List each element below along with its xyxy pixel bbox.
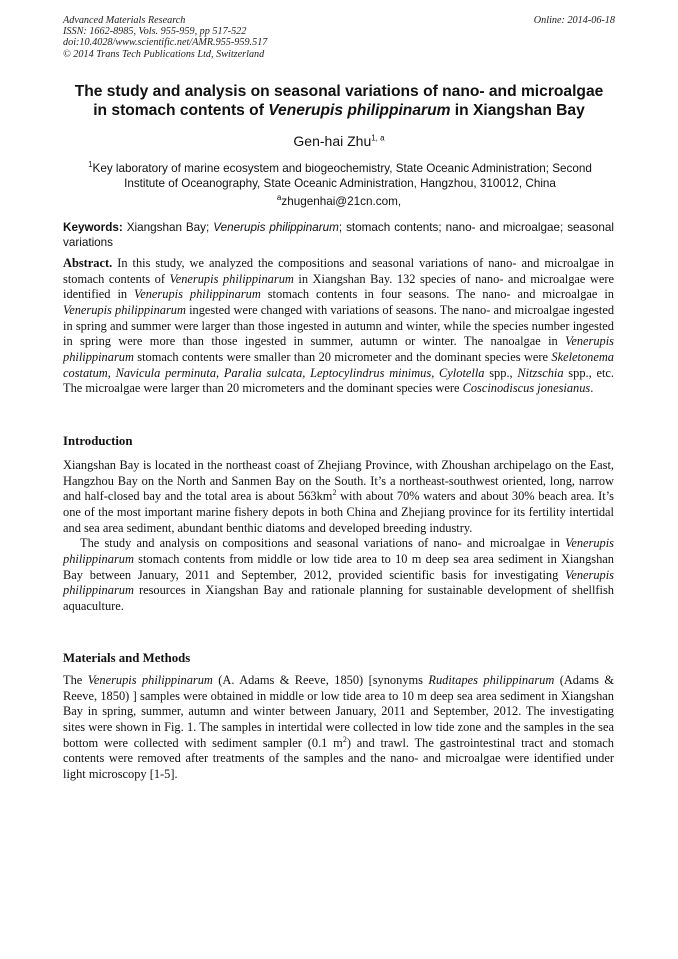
abstract-text: In this study, we analyzed the compositions and seasonal variations of nano- and microalgae in stomach contents of	[63, 256, 614, 286]
keywords-species: Venerupis philippinarum	[213, 221, 339, 234]
species-name: Ruditapes philippinarum	[428, 673, 555, 687]
species-name: Skeletonema costatum, Navicula perminuta, Paralia sulcata, Leptocylindrus minimus, Cylotella	[63, 349, 614, 380]
email-address[interactable]: zhugenhai@21cn.com,	[281, 194, 402, 208]
doi-line: doi:10.4028/www.scientific.net/AMR.955-959.517	[63, 37, 268, 49]
species-name: Venerupis philippinarum	[63, 567, 614, 598]
species-name: Venerupis philippinarum	[63, 302, 186, 317]
keywords	[63, 221, 614, 250]
methods-heading: Materials and Methods	[63, 651, 191, 665]
superscript: 2	[332, 488, 337, 498]
species-name: Venerupis philippinarum	[63, 536, 614, 566]
journal-header	[63, 15, 615, 60]
introduction-body	[63, 458, 614, 615]
online-date: Online: 2014-06-18	[533, 15, 615, 26]
author-marks: 1, a	[371, 133, 385, 143]
abstract-text: spp., etc. The microalgae were larger than 20 micrometers and the dominant species were	[63, 365, 614, 396]
methods-text: The	[63, 673, 88, 687]
intro-paragraph-2	[63, 536, 614, 614]
abstract-text: in Xiangshan Bay. 132 species of nano- and microalgae were identified in	[63, 271, 615, 302]
abstract-text: .	[590, 381, 594, 396]
species-name: Venerupis philippinarum	[134, 287, 261, 302]
species-name: Venerupis philippinarum	[87, 673, 213, 687]
methods-text: (Adams & Reeve, 1850) ] samples were obtained in middle or low tide area to 10 m deep sea area sediment in Xiangshan Bay in spring, summer, autumn and winter between January, 2011 and September, 2012. The investigating sites were shown in Fig. 1. The samples in intertidal were collected in low tide zone and the samples in the sea bottom were collected with sediment sampler (0.1 m	[63, 673, 615, 750]
abstract-label: Abstract.	[63, 256, 113, 270]
affiliation-mark: 1	[88, 160, 93, 169]
methods-body	[63, 673, 614, 783]
author-line	[0, 133, 678, 149]
title-species: Venerupis philippinarum	[268, 102, 451, 119]
intro-paragraph-1	[63, 458, 614, 536]
species-name: Nitzschia	[517, 365, 564, 380]
species-name: Venerupis philippinarum	[169, 271, 294, 286]
methods-text: ) and trawl. The gastrointestinal tract and stomach contents were removed after treatments of the samples and the nano- and microalgae were identified under light microscopy [1-5].	[63, 735, 614, 781]
species-name: Coscinodiscus jonesianus	[462, 381, 591, 396]
intro-text: with about 70% waters and about 30% beach area. It’s one of the most important marine fishery depots in both China and Zhejiang province for its fertility intertidal and sea area sediment, abundant benthic diatoms and developed breeding industry.	[63, 489, 614, 535]
species-name: Venerupis philippinarum	[63, 334, 614, 364]
methods-text: (A. Adams & Reeve, 1850) [synonyms	[212, 673, 429, 687]
keywords-text-2: ; stomach contents; nano- and microalgae; seasonal variations	[63, 221, 614, 249]
email-mark: a	[276, 193, 282, 202]
abstract-text: ingested were changed with variations of seasons. The nano- and microalgae ingested in spring and summer were larger than those ingested in autumn and winter, while the species number ingested in spring were more than those ingested in summer, autumn or winter. The nanoalgae in	[63, 302, 615, 349]
affiliation-text: Key laboratory of marine ecosystem and biogeochemistry, State Oceanic Administration; Second Institute of Oceanography, State Oceanic Administration, Hangzhou, 310012, China	[92, 161, 592, 191]
intro-text: resources in Xiangshan Bay and rationale planning for sustainable development of shellfish aquaculture.	[63, 583, 614, 613]
intro-text: stomach contents from middle or low tide area to 10 m deep sea area sediment in Xiangshan Bay between January, 2011 and September, 2012, provided scientific basis for investigating	[63, 551, 614, 582]
title-line-2	[40, 101, 638, 120]
abstract-text: spp.,	[484, 365, 518, 380]
paper-title	[40, 82, 638, 120]
keywords-label: Keywords:	[63, 221, 123, 234]
copyright-line: © 2014 Trans Tech Publications Ltd, Switzerland	[63, 48, 265, 60]
superscript: 2	[342, 734, 347, 744]
introduction-heading: Introduction	[63, 434, 133, 448]
author-name: Gen-hai Zhu	[293, 133, 372, 149]
journal-name: Advanced Materials Research	[63, 15, 186, 26]
abstract	[63, 256, 614, 397]
keywords-text-1: Xiangshan Bay;	[122, 221, 214, 234]
email-line	[0, 193, 678, 208]
abstract-text: stomach contents were smaller than 20 micrometer and the dominant species were	[133, 349, 552, 364]
abstract-text: stomach contents in four seasons. The nano- and microalgae in	[260, 287, 614, 302]
intro-text: Xiangshan Bay is located in the northeast coast of Zhejiang Province, with Zhoushan archipelago on the East, Hangzhou Bay on the North and Sanmen Bay on the South. It’s a northeast-southwest oriented, long, narrow and half-closed bay and the total area is about 563km	[63, 458, 614, 504]
issn-line: ISSN: 1662-8985, Vols. 955-959, pp 517-522	[63, 26, 247, 38]
affiliation	[68, 157, 612, 192]
title-line-1: The study and analysis on seasonal variations of nano- and microalgae	[74, 83, 604, 100]
title-suffix: in Xiangshan Bay	[450, 102, 585, 119]
title-prefix: in stomach contents of	[93, 102, 269, 119]
intro-text: The study and analysis on compositions and seasonal variations of nano- and microalgae in	[80, 536, 566, 551]
